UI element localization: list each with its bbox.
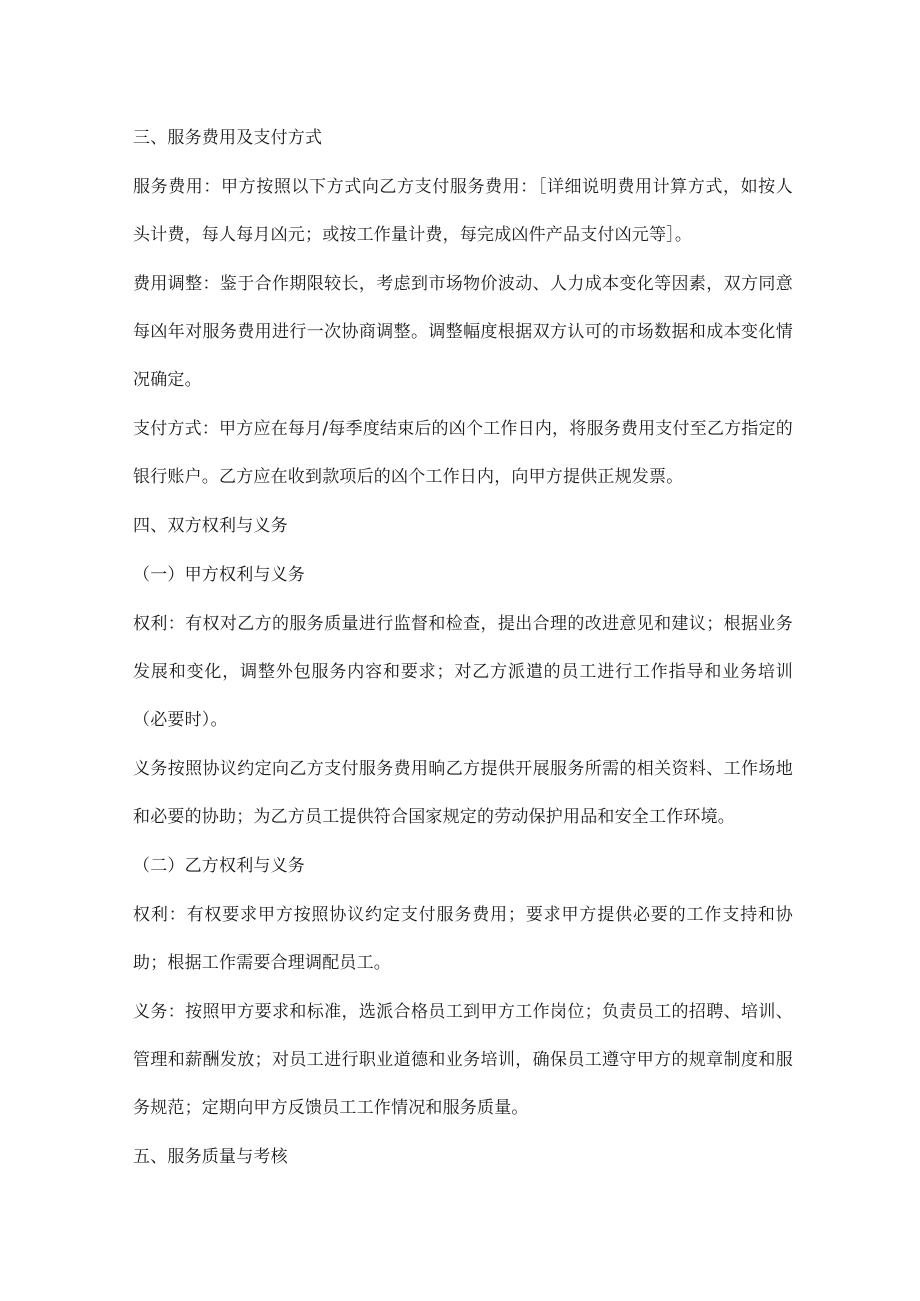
section-heading-rights: 四、双方权利与义务 [133, 516, 288, 536]
paragraph-party-b-rights: 权利：有权要求甲方按照协议约定支付服务费用；要求甲方提供必要的工作支持和协助；根据工作需要合理调配员工。 [133, 905, 793, 973]
subheading-party-a: （一）甲方权利与义务 [133, 565, 305, 585]
paragraph-party-a-obligations: 义务按照协议约定向乙方支付服务费用晌乙方提供开展服务所需的相关资料、工作场地和必要的协助；为乙方员工提供符合国家规定的劳动保护用品和安全工作环境。 [133, 759, 793, 827]
paragraph-party-b-obligations: 义务：按照甲方要求和标准，选派合格员工到甲方工作岗位；负责员工的招聘、培训、管理和薪酬发放；对员工进行职业道德和业务培训，确保员工遵守甲方的规章制度和服务规范；定期向甲方反馈员工工作情况和服务质量。 [133, 1002, 793, 1118]
paragraph-service-fee: 服务费用：甲方按照以下方式向乙方支付服务费用：［详细说明费用计算方式，如按人头计费，每人每月凶元；或按工作量计费，每完成凶件产品支付凶元等］。 [133, 177, 793, 245]
paragraph-party-a-rights: 权利：有权对乙方的服务质量进行监督和检查，提出合理的改进意见和建议；根据业务发展和变化，调整外包服务内容和要求；对乙方派遣的员工进行工作指导和业务培训（必要时）。 [133, 614, 793, 730]
paragraph-payment-method: 支付方式：甲方应在每月/每季度结束后的凶个工作日内，将服务费用支付至乙方指定的银行账户。乙方应在收到款项后的凶个工作日内，向甲方提供正规发票。 [133, 419, 793, 487]
paragraph-fee-adjustment: 费用调整：鉴于合作期限较长，考虑到市场物价波动、人力成本变化等因素，双方同意每凶年对服务费用进行一次协商调整。调整幅度根据双方认可的市场数据和成本变化情况确定。 [133, 274, 793, 390]
subheading-party-b: （二）乙方权利与义务 [133, 856, 305, 876]
document-body [133, 114, 793, 1182]
section-heading-fees: 三、服务费用及支付方式 [133, 128, 323, 148]
section-heading-quality: 五、服务质量与考核 [133, 1147, 288, 1167]
